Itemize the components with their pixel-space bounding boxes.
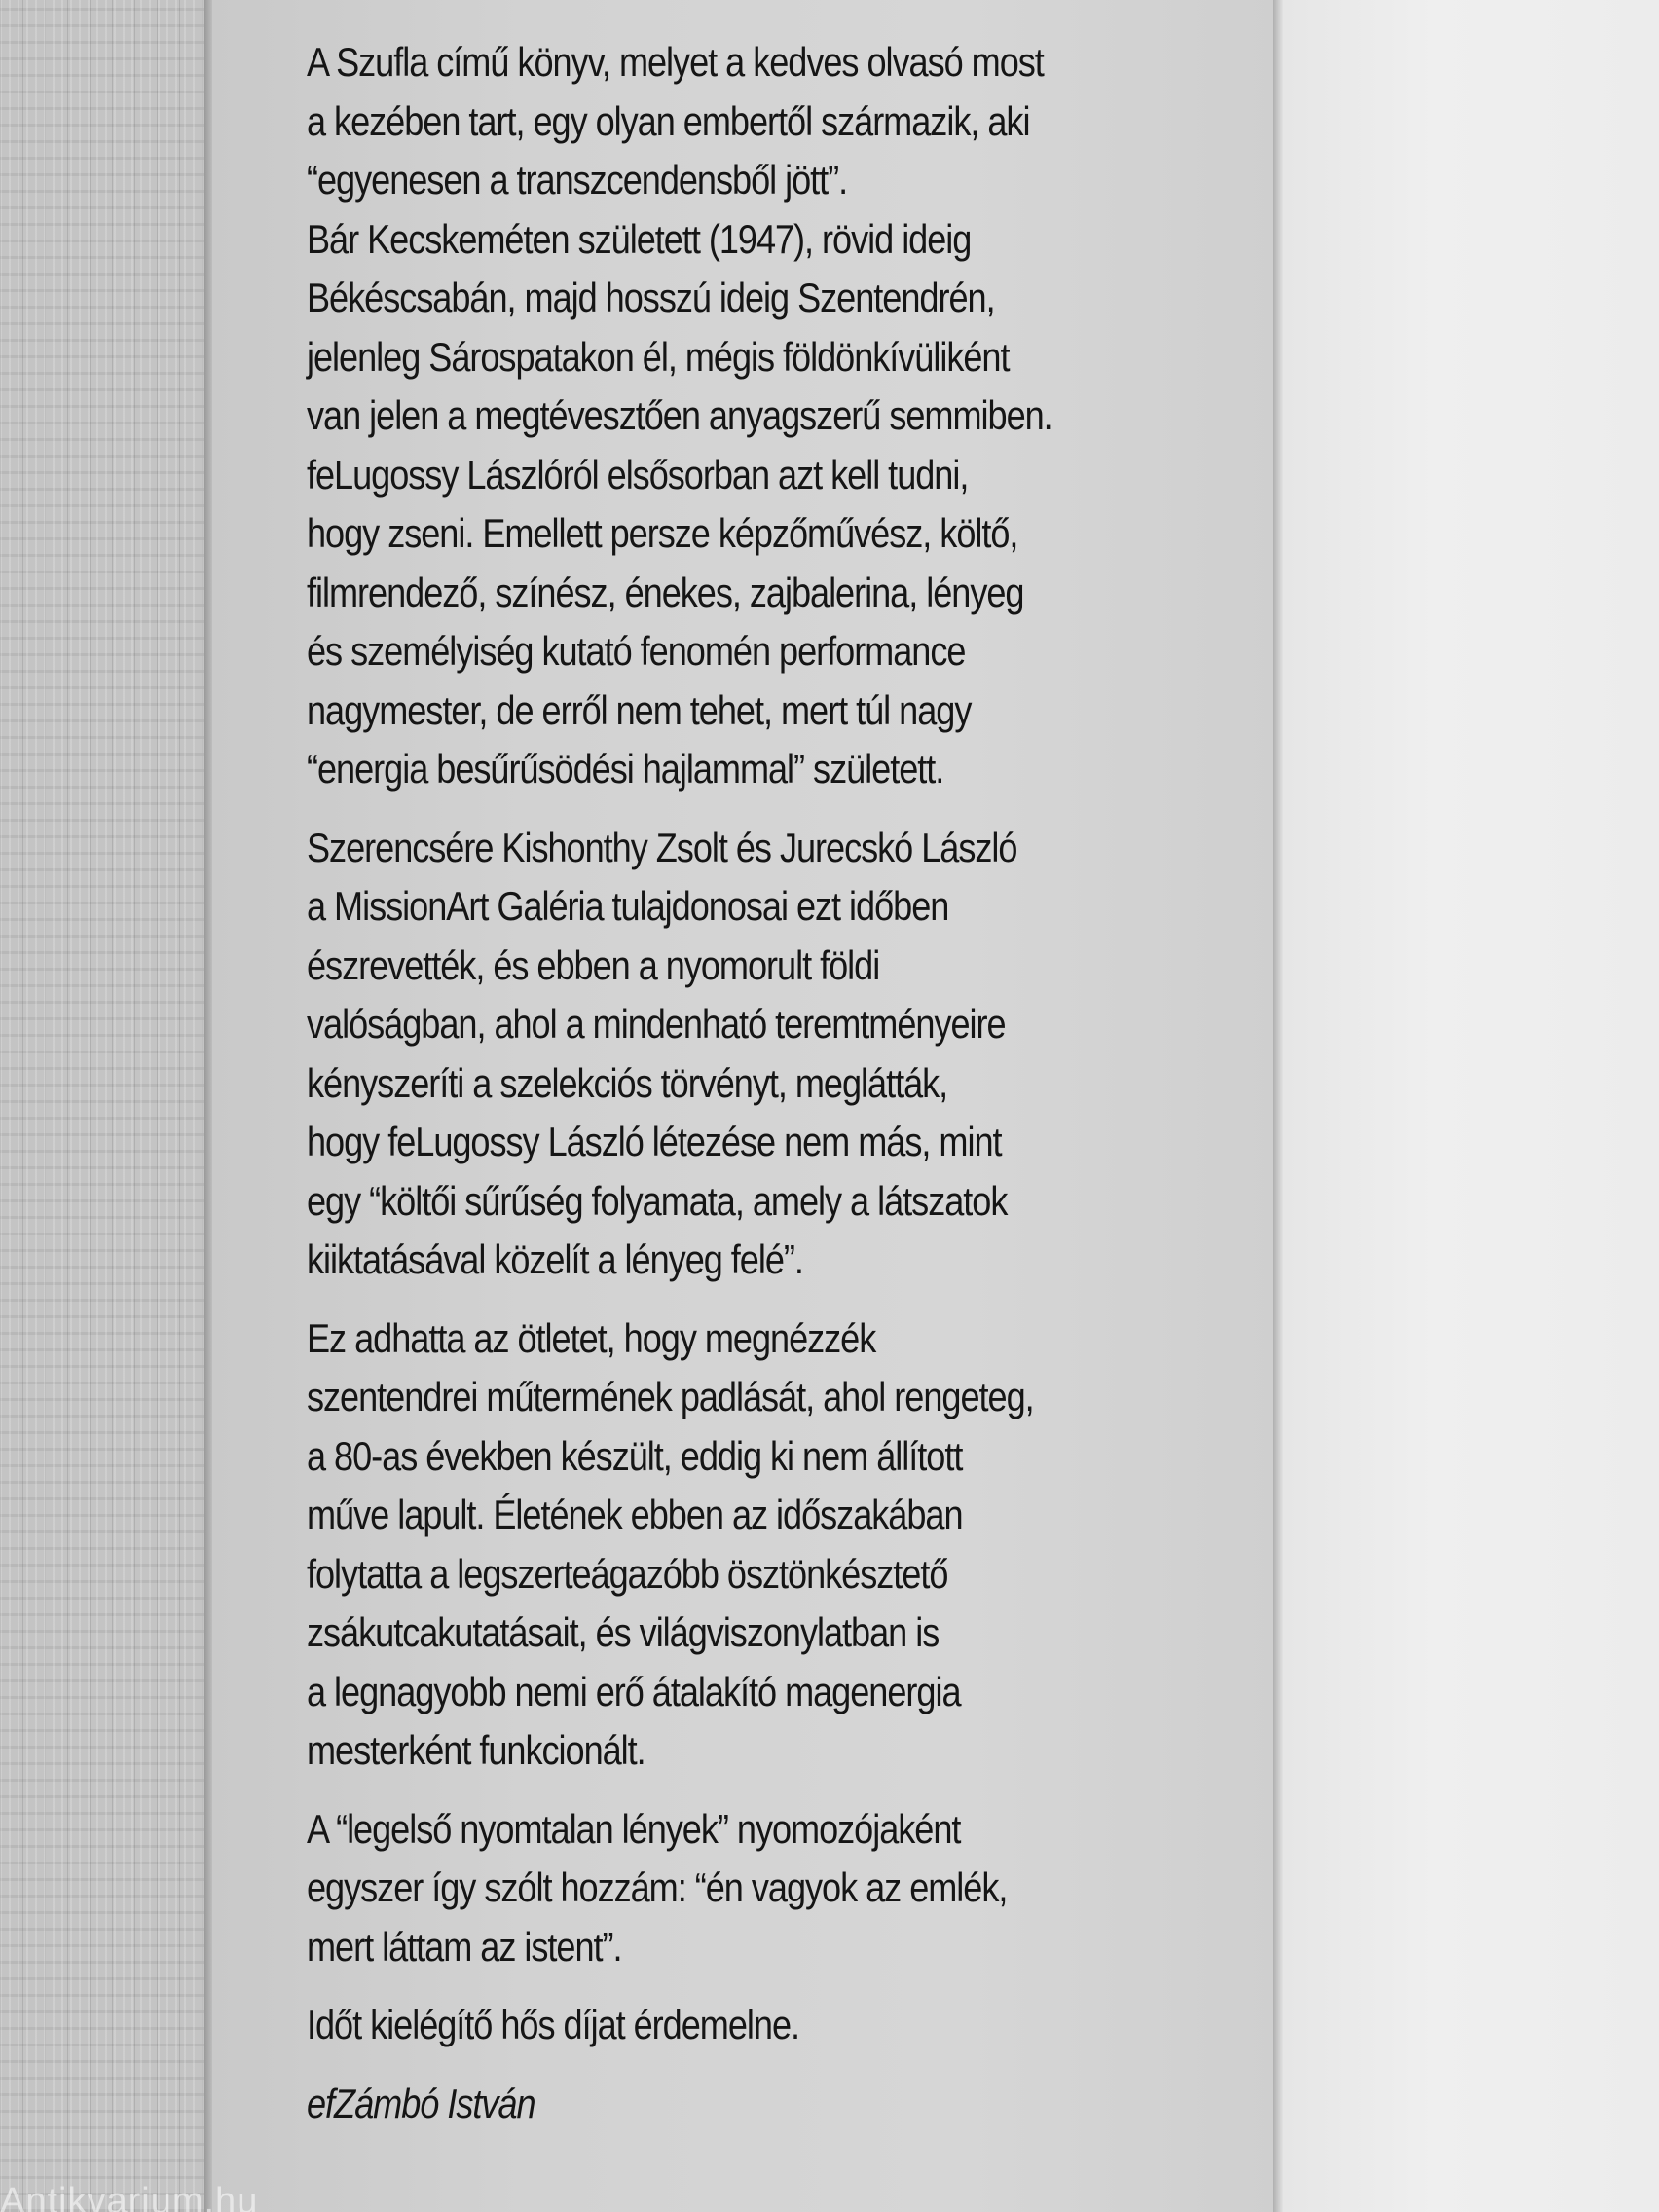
text-line: a legnagyobb nemi erő átalakító magenergia bbox=[307, 1668, 961, 1714]
text-line: a 80-as években készült, eddig ki nem állított bbox=[307, 1432, 963, 1479]
cover-edge bbox=[204, 0, 212, 2212]
text-line: Ez adhatta az ötletet, hogy megnézzék bbox=[307, 1314, 876, 1361]
text-line: egy “költői sűrűség folyamata, amely a látszatok bbox=[307, 1177, 1008, 1224]
text-line: zsákutcakutatásait, és világviszonylatban is bbox=[307, 1609, 940, 1655]
text-line: feLugossy Lászlóról elsősorban azt kell tudni, bbox=[307, 451, 969, 498]
paragraph-4 bbox=[307, 1800, 1161, 1977]
text-line: a MissionArt Galéria tulajdonosai ezt időben bbox=[307, 883, 949, 929]
paragraph-1 bbox=[307, 33, 1161, 799]
text-line: nagymester, de erről nem tehet, mert túl nagy bbox=[307, 686, 972, 733]
text-line: kiiktatásával közelít a lényeg felé”. bbox=[307, 1236, 803, 1282]
text-line: Szerencsére Kishonthy Zsolt és Jurecskó László bbox=[307, 824, 1017, 870]
text-line: Időt kielégítő hős díjat érdemelne. bbox=[307, 2002, 800, 2047]
text-line: hogy zseni. Emellett persze képzőművész, költő, bbox=[307, 510, 1018, 556]
text-line: filmrendező, színész, énekes, zajbalerina, lényeg bbox=[307, 569, 1024, 615]
text-line: észrevették, és ebben a nyomorult földi bbox=[307, 941, 880, 988]
text-line: mesterként funkcionált. bbox=[307, 1727, 645, 1773]
watermark: Antikvarium.hu bbox=[0, 2181, 259, 2212]
text-line: műve lapult. Életének ebben az időszakában bbox=[307, 1492, 963, 1537]
paragraph-5 bbox=[307, 1996, 1161, 2055]
page-text bbox=[307, 33, 1161, 2133]
text-line: A “legelső nyomtalan lények” nyomozójaként bbox=[307, 1805, 961, 1852]
text-line: A Szufla című könyv, melyet a kedves olvasó most bbox=[307, 39, 1044, 85]
text-line: egyszer így szólt hozzám: “én vagyok az emlék, bbox=[307, 1864, 1008, 1910]
text-line: Bár Kecskeméten született (1947), rövid ideig bbox=[307, 215, 972, 262]
text-line: Békéscsabán, majd hosszú ideig Szentendrén, bbox=[307, 275, 995, 320]
text-line: valóságban, ahol a mindenható teremtményeire bbox=[307, 1001, 1006, 1047]
text-line: és személyiség kutató fenomén performance bbox=[307, 628, 966, 674]
text-line: “egyenesen a transzcendensből jött”. bbox=[307, 157, 848, 203]
background-right bbox=[1283, 0, 1659, 2212]
paragraph-3 bbox=[307, 1309, 1161, 1781]
text-line: hogy feLugossy László létezése nem más, mint bbox=[307, 1119, 1002, 1164]
text-line: mert láttam az istent”. bbox=[307, 1923, 622, 1970]
page-edge-shadow bbox=[1273, 0, 1283, 2212]
text-line: “energia besűrűsödési hajlammal” született. bbox=[307, 746, 944, 792]
paragraph-2 bbox=[307, 819, 1161, 1290]
author-signature: efZámbó István bbox=[307, 2080, 535, 2126]
text-line: a kezében tart, egy olyan embertől származik, aki bbox=[307, 97, 1030, 144]
text-line: szentendrei műtermének padlását, ahol rengeteg, bbox=[307, 1374, 1034, 1419]
text-line: van jelen a megtévesztően anyagszerű semmiben. bbox=[307, 392, 1052, 438]
text-line: kényszeríti a szelekciós törvényt, meglátták, bbox=[307, 1059, 948, 1106]
text-line: folytatta a legszerteágazóbb ösztönkésztető bbox=[307, 1550, 948, 1597]
left-cover-texture bbox=[0, 0, 208, 2212]
text-line: jelenleg Sárospatakon él, mégis földönkívüliként bbox=[307, 333, 1010, 380]
